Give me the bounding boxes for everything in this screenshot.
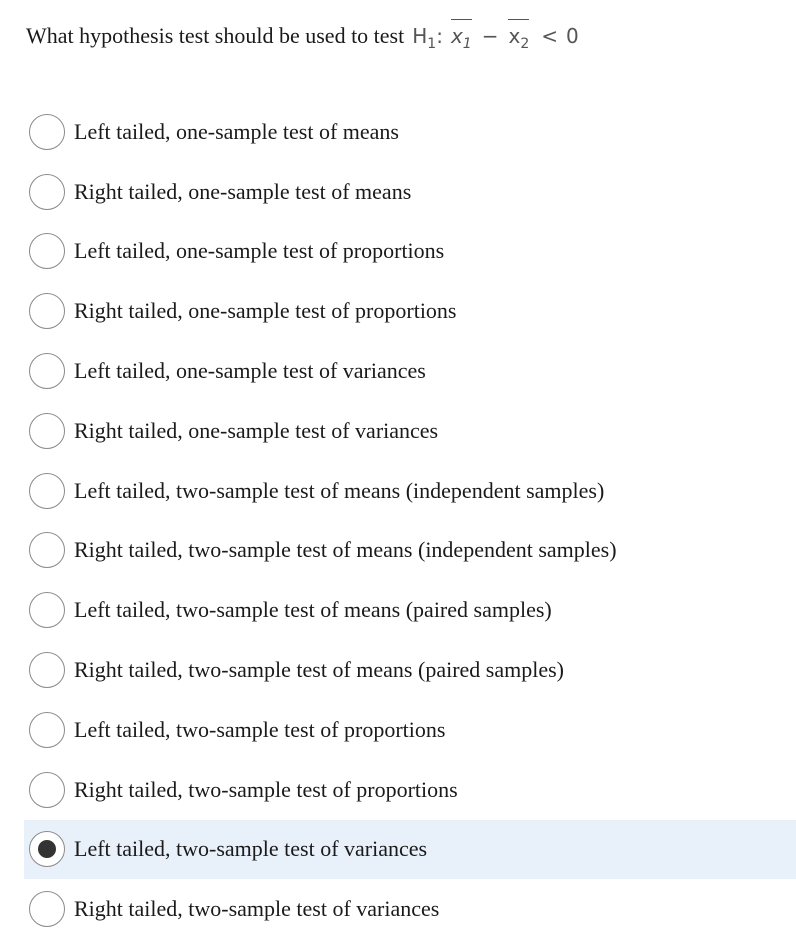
- radio-button[interactable]: [29, 174, 65, 210]
- answer-option-label[interactable]: Right tailed, one-sample test of variances: [74, 417, 439, 443]
- answer-option-label[interactable]: Right tailed, two-sample test of means (paired samples): [74, 657, 564, 683]
- answer-option-label[interactable]: Right tailed, two-sample test of variances: [74, 896, 440, 922]
- answer-option[interactable]: [24, 461, 796, 521]
- sample-mean-1-var: x: [450, 24, 463, 48]
- radio-dot: [38, 840, 56, 858]
- answer-option-label[interactable]: Left tailed, one-sample test of variances: [74, 358, 426, 384]
- hypothesis-symbol: H: [412, 24, 428, 48]
- radio-button[interactable]: [29, 353, 65, 389]
- answer-option[interactable]: [24, 640, 796, 700]
- answer-option[interactable]: [24, 341, 796, 401]
- hypothesis-colon: :: [436, 24, 443, 48]
- radio-button-selected[interactable]: [29, 831, 65, 867]
- answer-option[interactable]: [24, 820, 796, 880]
- radio-button[interactable]: [29, 891, 65, 927]
- radio-button[interactable]: [29, 652, 65, 688]
- question-prompt: [26, 19, 579, 53]
- hypothesis-value: 0: [566, 24, 579, 48]
- sample-mean-1: [450, 24, 472, 52]
- sample-mean-2-var: x: [508, 24, 521, 48]
- answer-option-label[interactable]: Left tailed, one-sample test of proportions: [74, 238, 445, 264]
- radio-button[interactable]: [29, 473, 65, 509]
- hypothesis-subscript: 1: [427, 36, 437, 52]
- sample-mean-2-sub: 2: [520, 36, 530, 52]
- hypothesis-expression: [412, 24, 579, 52]
- answer-option-label[interactable]: Right tailed, one-sample test of means: [74, 178, 412, 204]
- question-text: What hypothesis test should be used to test: [26, 23, 405, 48]
- radio-button[interactable]: [29, 413, 65, 449]
- answer-option-label[interactable]: Left tailed, one-sample test of means: [74, 118, 399, 144]
- answer-option[interactable]: [24, 162, 796, 222]
- answer-option[interactable]: [24, 580, 796, 640]
- answer-options: [24, 102, 796, 939]
- answer-option[interactable]: [24, 700, 796, 760]
- relation-operator: <: [541, 24, 559, 48]
- radio-button[interactable]: [29, 592, 65, 628]
- answer-option[interactable]: [24, 281, 796, 341]
- answer-option-label[interactable]: Right tailed, two-sample test of proportions: [74, 776, 458, 802]
- answer-option-label[interactable]: Left tailed, two-sample test of variances: [74, 836, 428, 862]
- radio-button[interactable]: [29, 532, 65, 568]
- answer-option[interactable]: [24, 879, 796, 939]
- radio-button[interactable]: [29, 293, 65, 329]
- answer-option-label[interactable]: Right tailed, two-sample test of means (independent samples): [74, 537, 617, 563]
- answer-option[interactable]: [24, 222, 796, 282]
- sample-mean-1-sub: 1: [462, 36, 472, 52]
- answer-option[interactable]: [24, 521, 796, 581]
- answer-option-label[interactable]: Right tailed, one-sample test of proportions: [74, 298, 457, 324]
- radio-button[interactable]: [29, 114, 65, 150]
- minus-operator: −: [481, 24, 499, 48]
- sample-mean-2: [508, 24, 530, 52]
- answer-option[interactable]: [24, 102, 796, 162]
- answer-option[interactable]: [24, 760, 796, 820]
- answer-option-label[interactable]: Left tailed, two-sample test of means (independent samples): [74, 477, 605, 503]
- radio-button[interactable]: [29, 712, 65, 748]
- radio-button[interactable]: [29, 233, 65, 269]
- answer-option-label[interactable]: Left tailed, two-sample test of means (paired samples): [74, 597, 552, 623]
- answer-option-label[interactable]: Left tailed, two-sample test of proportions: [74, 716, 446, 742]
- radio-button[interactable]: [29, 772, 65, 808]
- answer-option[interactable]: [24, 401, 796, 461]
